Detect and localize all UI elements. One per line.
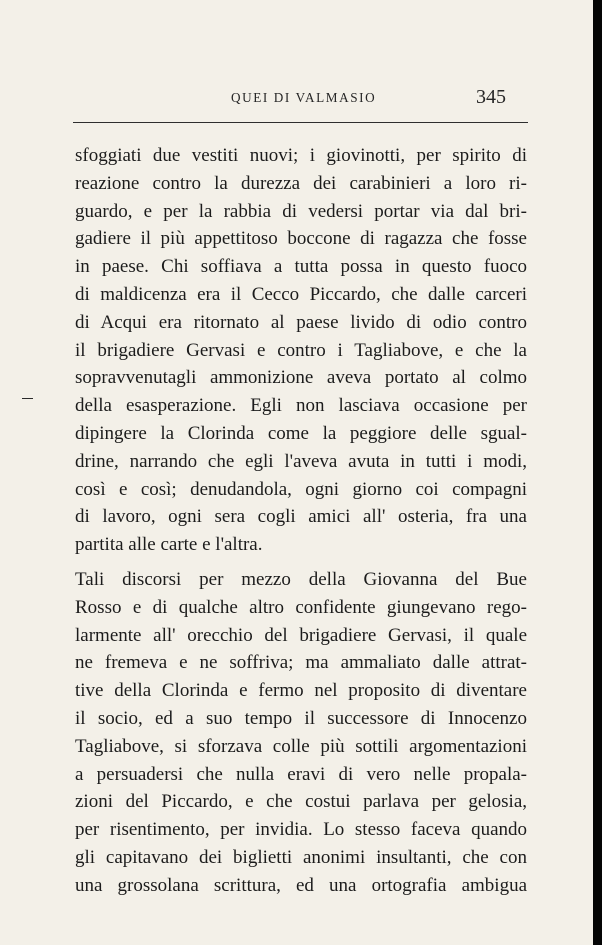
text-line: una grossolana scrittura, ed una ortografia ambigua bbox=[75, 874, 527, 896]
page-header bbox=[0, 88, 593, 118]
text-line: in paese. Chi soffiava a tutta possa in questo fuoco bbox=[75, 256, 527, 278]
text-line: di lavoro, ogni sera cogli amici all' osteria, fra una bbox=[75, 506, 527, 528]
paragraph-1 bbox=[75, 142, 527, 559]
text-line: drine, narrando che egli l'aveva avuta in tutti i modi, bbox=[75, 450, 527, 472]
text-line: gli capitavano dei biglietti anonimi insultanti, che con bbox=[75, 846, 527, 868]
text-line: tive della Clorinda e fermo nel proposito di diventare bbox=[75, 680, 527, 702]
text-line: il brigadiere Gervasi e contro i Tagliabove, e che la bbox=[75, 339, 527, 361]
text-line: Tali discorsi per mezzo della Giovanna del Bue bbox=[75, 568, 527, 590]
running-title: QUEI DI VALMASIO bbox=[231, 90, 377, 105]
paragraph-gap bbox=[75, 559, 527, 566]
text-line: gadiere il più appettitoso boccone di ragazza che fosse bbox=[75, 228, 527, 250]
text-line: il socio, ed a suo tempo il successore di Innocenzo bbox=[75, 707, 527, 729]
text-line: così e così; denudandola, ogni giorno coi compagni bbox=[75, 478, 527, 500]
text-line: zioni del Piccardo, e che costui parlava per gelosia, bbox=[75, 791, 527, 813]
text-line: sfoggiati due vestiti nuovi; i giovinotti, per spirito di bbox=[75, 145, 527, 166]
text-line: a persuadersi che nulla eravi di vero nelle propala- bbox=[75, 763, 527, 785]
text-line: di Acqui era ritornato al paese livido di odio contro bbox=[75, 311, 527, 333]
margin-mark bbox=[22, 398, 33, 399]
body-text bbox=[75, 142, 527, 900]
text-line: reazione contro la durezza dei carabinieri a loro ri- bbox=[75, 172, 527, 194]
paragraph-2 bbox=[75, 566, 527, 900]
header-rule bbox=[73, 122, 528, 123]
text-line: ne fremeva e ne soffriva; ma ammaliato dalle attrat- bbox=[75, 652, 527, 674]
scan-edge bbox=[593, 0, 602, 945]
text-line: della esasperazione. Egli non lasciava occasione per bbox=[75, 395, 527, 417]
text-line: Tagliabove, si sforzava colle più sottili argomentazioni bbox=[75, 735, 527, 757]
text-line: per risentimento, per invidia. Lo stesso faceva quando bbox=[75, 819, 527, 841]
text-line: guardo, e per la rabbia di vedersi portar via dal bri- bbox=[75, 200, 527, 222]
page-number: 345 bbox=[476, 86, 506, 108]
text-line: partita alle carte e l'altra. bbox=[75, 534, 263, 556]
text-line: di maldicenza era il Cecco Piccardo, che dalle carceri bbox=[75, 283, 527, 305]
text-line: larmente all' orecchio del brigadiere Gervasi, il quale bbox=[75, 624, 527, 646]
text-line: sopravvenutagli ammonizione aveva portato al colmo bbox=[75, 367, 527, 389]
text-line: Rosso e di qualche altro confidente giungevano rego- bbox=[75, 596, 527, 618]
text-line: dipingere la Clorinda come la peggiore delle sgual- bbox=[75, 422, 527, 444]
